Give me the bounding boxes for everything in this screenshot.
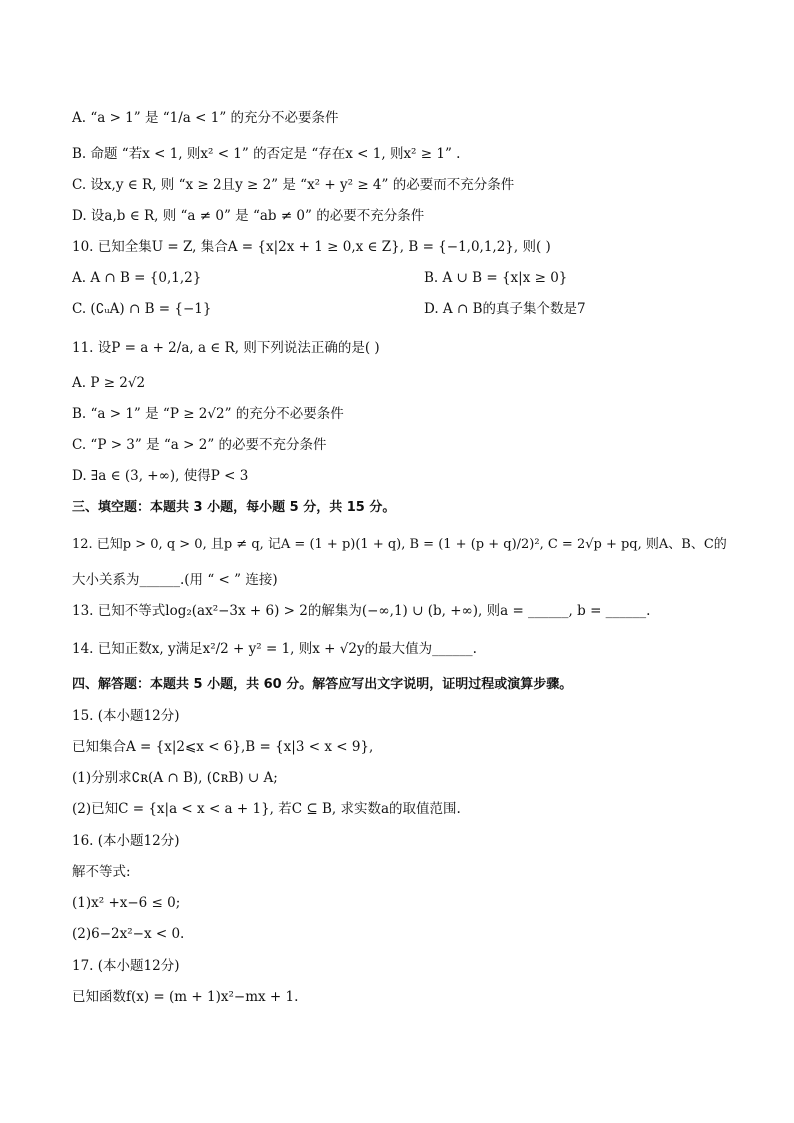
question-16-stem: 解不等式:	[72, 864, 131, 880]
question-15-part1: (1)分别求∁ʀ(A ∩ B), (∁ʀB) ∪ A;	[72, 770, 278, 786]
question-17-stem: 已知函数f(x) = (m + 1)x²−mx + 1.	[72, 989, 299, 1005]
option-9a: A. “a > 1” 是 “1/a < 1” 的充分不必要条件	[72, 110, 339, 126]
option-11b: B. “a > 1” 是 “P ≥ 2√2” 的充分不必要条件	[72, 406, 344, 422]
option-9c: C. 设x,y ∈ R, 则 “x ≥ 2且y ≥ 2” 是 “x² + y² ≥ 4” 的必要而不充分条件	[72, 177, 515, 193]
option-11d: D. ∃a ∈ (3, +∞), 使得P < 3	[72, 468, 249, 484]
section-4-heading: 四、解答题：本题共 5 小题，共 60 分。解答应写出文字说明，证明过程或演算步骤。	[72, 677, 573, 692]
question-15-stem: 已知集合A = {x|2⩽x < 6},B = {x|3 < x < 9},	[72, 739, 374, 755]
option-11a: A. P ≥ 2√2	[72, 375, 146, 391]
question-15-head: 15. (本小题12分)	[72, 708, 180, 724]
question-16-part2: (2)6−2x²−x < 0.	[72, 926, 185, 942]
question-17-head: 17. (本小题12分)	[72, 958, 180, 974]
option-10d: D. A ∩ B的真子集个数是7	[424, 301, 586, 317]
question-13: 13. 已知不等式log₂(ax²−3x + 6) > 2的解集为(−∞,1) ∪ (b, +∞), 则a = ______, b = ______.	[72, 603, 651, 619]
section-3-heading: 三、填空题：本题共 3 小题，每小题 5 分，共 15 分。	[72, 500, 396, 515]
question-15-part2: (2)已知C = {x|a < x < a + 1}, 若C ⊆ B, 求实数a的取值范围.	[72, 801, 461, 817]
question-10-row2	[72, 300, 734, 318]
option-10a: A. A ∩ B = {0,1,2}	[72, 270, 202, 286]
question-10-stem: 10. 已知全集U = Z, 集合A = {x|2x + 1 ≥ 0,x ∈ Z}, B = {−1,0,1,2}, 则( )	[72, 239, 551, 255]
question-12-line2: 大小关系为______.(用 “ < ” 连接)	[72, 572, 278, 588]
option-10c: C. (∁ᵤA) ∩ B = {−1}	[72, 301, 212, 317]
option-9d: D. 设a,b ∈ R, 则 “a ≠ 0” 是 “ab ≠ 0” 的必要不充分条件	[72, 208, 425, 224]
option-9b: B. 命题 “若x < 1, 则x² < 1” 的否定是 “存在x < 1, 则x² ≥ 1” .	[72, 146, 461, 162]
question-14: 14. 已知正数x, y满足x²/2 + y² = 1, 则x + √2y的最大值为______.	[72, 641, 477, 657]
option-11c: C. “P > 3” 是 “a > 2” 的必要不充分条件	[72, 437, 327, 453]
question-16-part1: (1)x² +x−6 ≤ 0;	[72, 895, 181, 911]
question-10-row1	[72, 269, 734, 287]
question-12-line1: 12. 已知p > 0, q > 0, 且p ≠ q, 记A = (1 + p)(1 + q), B = (1 + (p + q)/2)², C = 2√p + pq, 则A、B、C的	[72, 537, 727, 552]
question-16-head: 16. (本小题12分)	[72, 833, 180, 849]
option-10b: B. A ∪ B = {x|x ≥ 0}	[424, 270, 568, 286]
question-11-stem: 11. 设P = a + 2/a, a ∈ R, 则下列说法正确的是( )	[72, 340, 380, 356]
